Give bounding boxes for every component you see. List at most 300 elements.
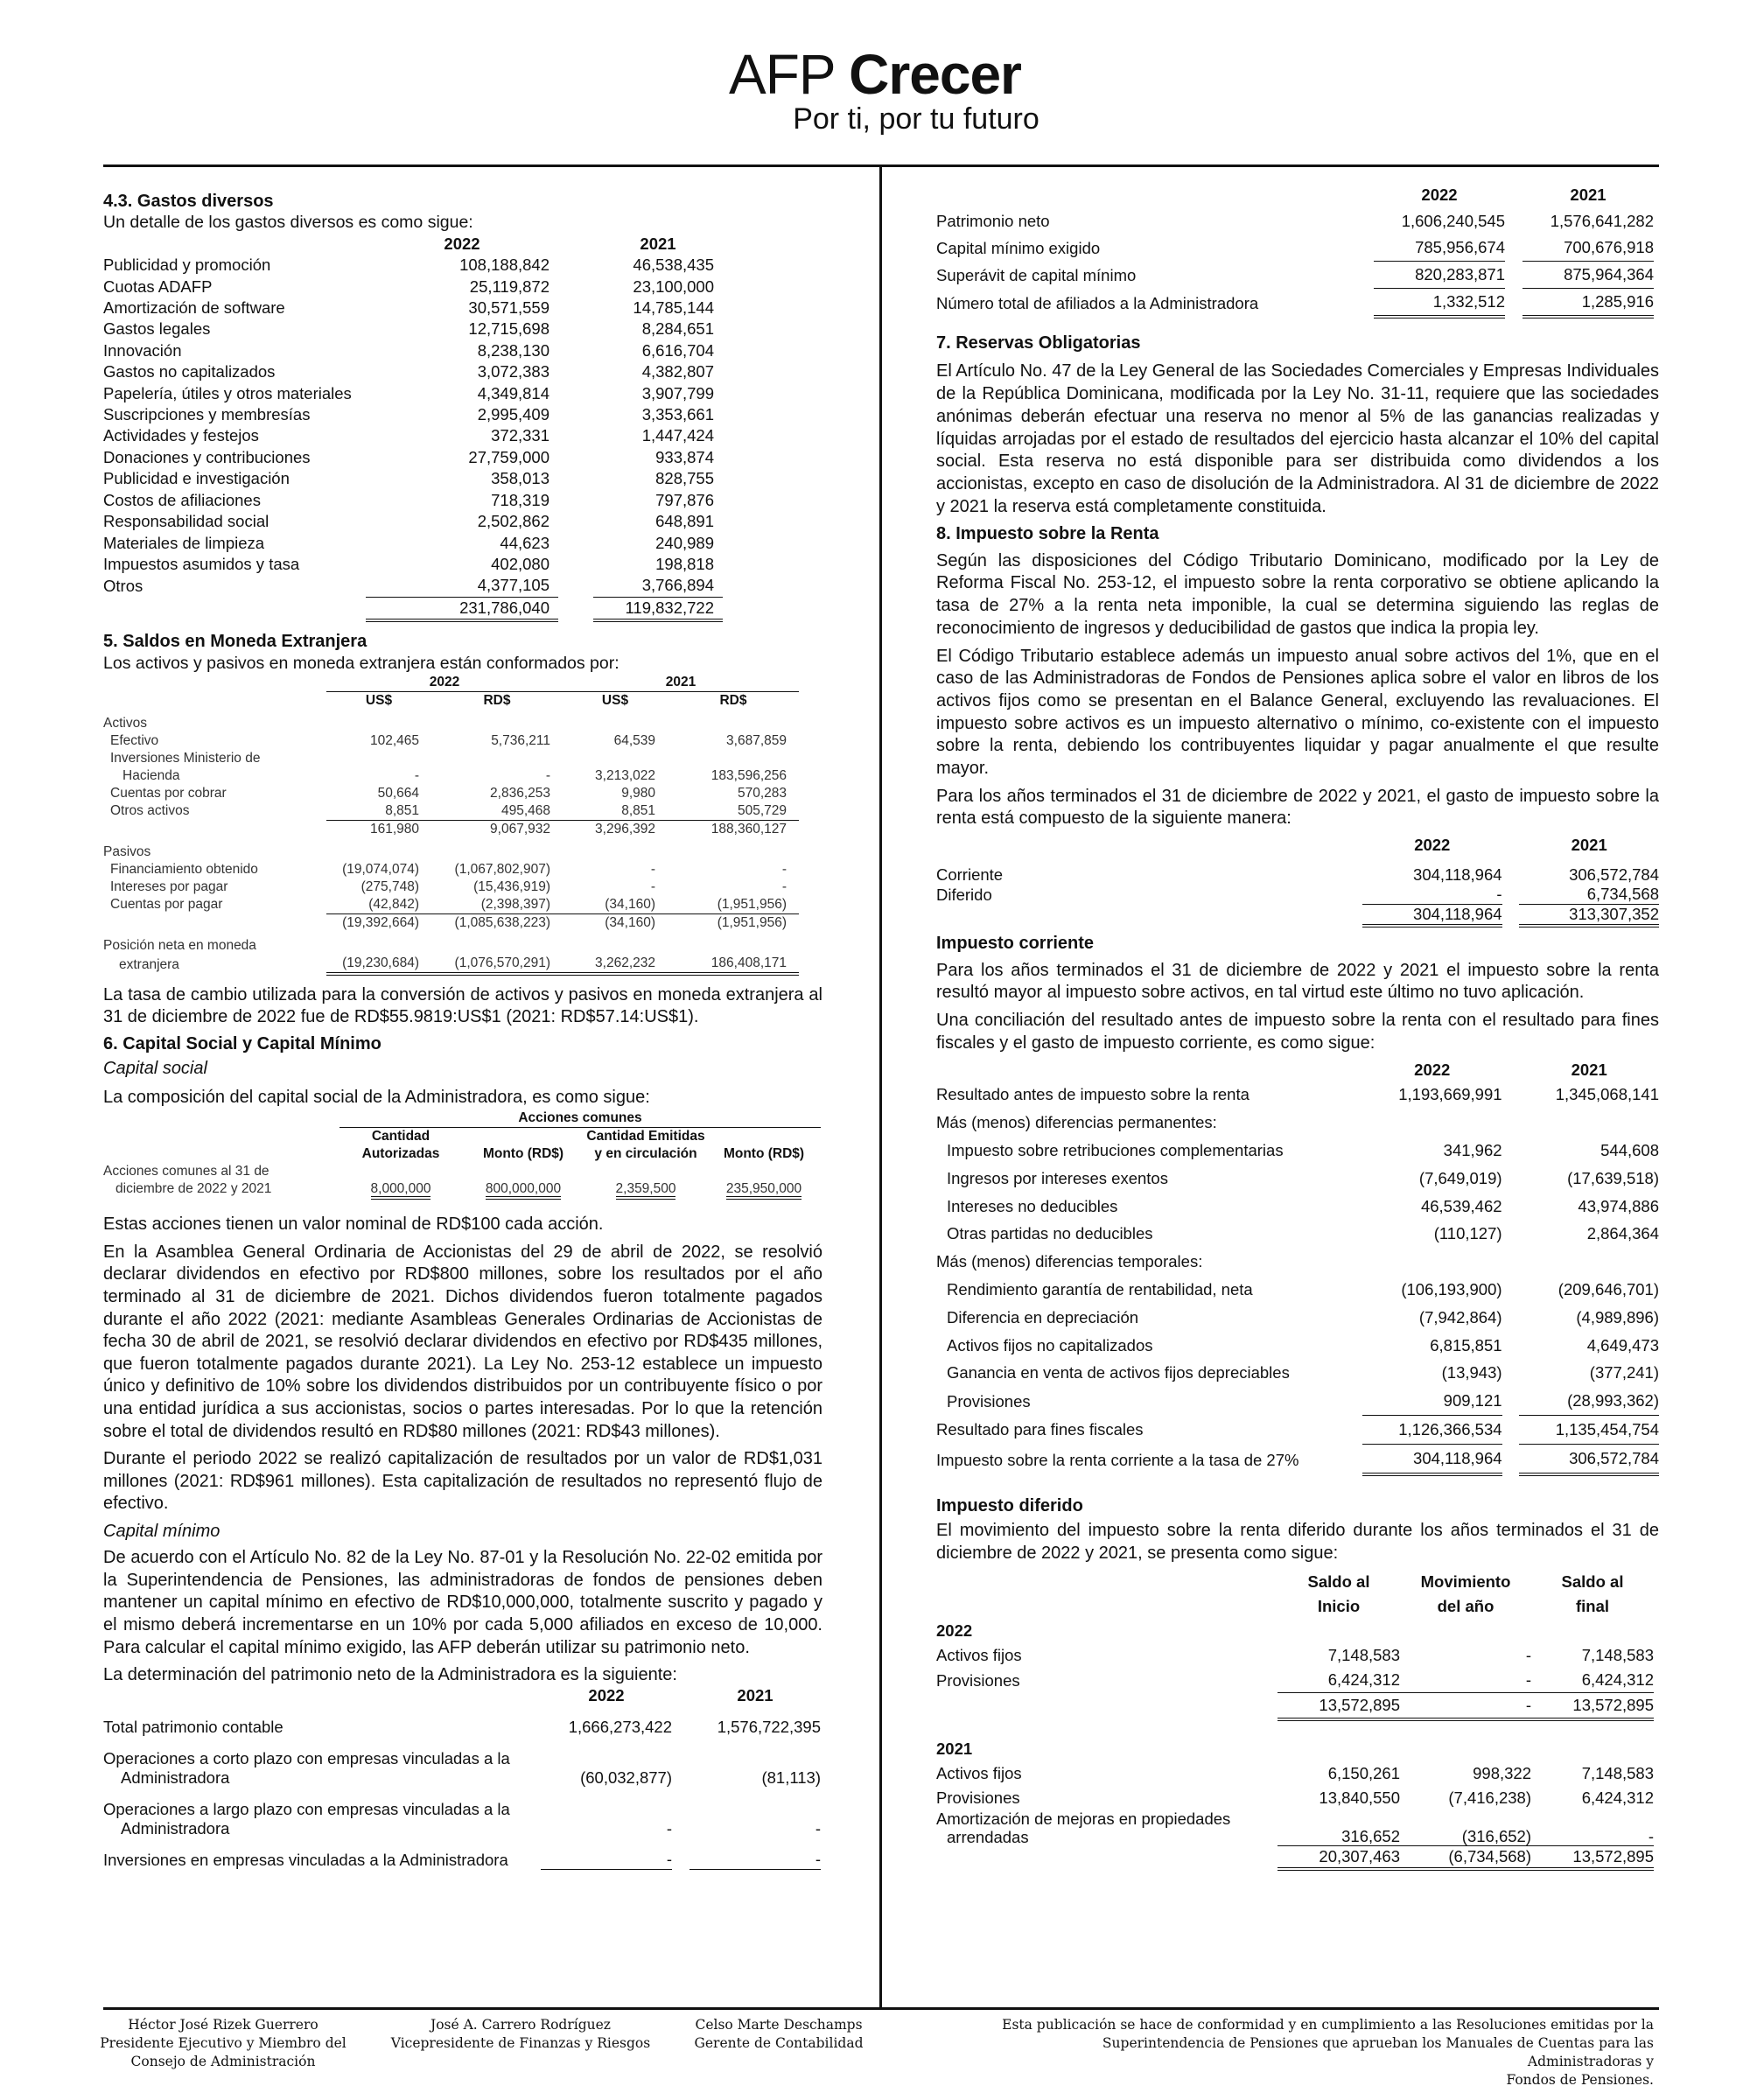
pat-value: - [666, 1818, 672, 1838]
conc-row-label: Ingresos por intereses exentos [947, 1168, 1168, 1187]
conc-row [936, 1137, 1659, 1165]
saldos-total: 161,980 [369, 821, 419, 836]
footer-note: Esta publicación se hace de conformidad y en cumplimiento a las Resoluciones emitidas por la Superintendencia de Pensiones que aprueban los Manuales de Cuentas para las Administradoras y Fondos de Pensiones. [1002, 2017, 1654, 2088]
impuesto-p2: El Código Tributario establece además un impuesto anual sobre activos del 1%, que en el caso de las Administradoras de Fondos de Pensiones aplica sobre el valor en libros de los activos fijos como se presentan en el Balance General, excluyendo las revaluaciones. El impuesto sobre activos es un impuesto alternativo o mínimo, co-existente con el impuesto sobre la renta, debiendo los contribuyentes liquidar y pagar anualmente el que resulte mayor. [936, 646, 1659, 779]
saldos-row [103, 750, 822, 767]
gastos-value: 358,013 [491, 469, 550, 488]
table-cell [723, 298, 822, 318]
gastos-value: 30,571,559 [468, 298, 550, 318]
capital-p3: Durante el periodo 2022 se realizó capitalización de resultados por un valor de RD$1,031 millones (2021: RD$961 millones). Esta capitalización de resultados no representó flujo de efectivo. [103, 1449, 822, 1514]
table-cell [558, 383, 593, 404]
dif-row [936, 1668, 1659, 1693]
table-cell [723, 425, 822, 446]
gastos-row-label: Responsabilidad social [103, 512, 270, 531]
gastos-value: 12,715,698 [468, 319, 550, 339]
conc-value: (28,993,362) [1519, 1387, 1659, 1415]
conc-row [936, 1387, 1659, 1415]
gastos-row-label: Innovación [103, 340, 182, 360]
table-cell [723, 575, 822, 597]
patrimonio-value: 785,956,674 [1374, 234, 1505, 262]
saldos-value: 8,851 [326, 802, 431, 821]
saldos-row [103, 802, 822, 821]
conc-value: (17,639,518) [1567, 1168, 1659, 1187]
table-cell [723, 361, 822, 382]
table-cell [723, 340, 822, 361]
gastos-value: 718,319 [491, 490, 550, 509]
table-cell [723, 554, 822, 575]
saldos-value: (42,842) [326, 896, 431, 914]
saldos-total: (1,076,570,291) [431, 955, 563, 974]
saldos-table [103, 674, 822, 976]
pat-value: - [541, 1838, 672, 1870]
table-cell [799, 955, 822, 974]
table-cell [558, 255, 593, 276]
gasto-year: 2022 [1414, 836, 1451, 855]
conc-row-label: Intereses no deducibles [947, 1196, 1118, 1215]
table-cell [1654, 234, 1659, 262]
table-cell [1502, 1220, 1520, 1248]
conc-value: 909,121 [1362, 1387, 1502, 1415]
table-cell [558, 318, 593, 340]
gasto-row [936, 865, 1659, 885]
left-column [103, 191, 822, 1870]
gastos-row-label: Donaciones y contribuciones [103, 447, 311, 466]
dif-value: 7,148,583 [1581, 1646, 1654, 1665]
conc-value: (106,193,900) [1401, 1279, 1502, 1298]
dif-value: 6,424,312 [1581, 1788, 1654, 1808]
conc-value: 1,193,669,991 [1398, 1085, 1502, 1104]
gastos-table [103, 212, 822, 622]
conc-row [936, 1332, 1659, 1360]
dif-total: 13,572,895 [1531, 1693, 1654, 1720]
gastos-row [103, 533, 822, 554]
gasto-row-label: Diferido [936, 885, 992, 904]
dif-value: 6,424,312 [1531, 1668, 1654, 1693]
dif-col-header: Movimiento del año [1420, 1572, 1511, 1616]
conc-year: 2021 [1571, 1060, 1607, 1080]
patrimonio-value: 700,676,918 [1522, 234, 1654, 262]
acciones-col: Monto (RD$) [723, 1146, 805, 1162]
table-cell [799, 896, 822, 914]
saldos-value: - [650, 861, 655, 877]
conc-row-label: Ganancia en venta de activos fijos depreciables [947, 1363, 1290, 1382]
table-cell [558, 425, 593, 446]
table-cell [799, 802, 822, 821]
patrimonio-value: 1,285,916 [1522, 289, 1654, 318]
dif-year-label: 2022 [936, 1621, 973, 1641]
conc-row-label: Activos fijos no capitalizados [947, 1335, 1153, 1354]
gastos-value: 14,785,144 [633, 298, 714, 318]
saldos-total: 3,296,392 [595, 821, 655, 836]
gastos-total: 119,832,722 [593, 597, 723, 620]
patrimonio-value: 1,576,641,282 [1550, 212, 1654, 230]
gastos-row [103, 276, 822, 298]
patrimonio-row-label: Patrimonio neto [936, 212, 1050, 230]
gastos-value: 2,995,409 [477, 405, 550, 424]
table-cell [558, 468, 593, 489]
saldos-total-row [103, 820, 822, 838]
saldos-value: 8,851 [563, 802, 668, 821]
dif-value: 998,322 [1473, 1764, 1531, 1783]
conciliacion-table [936, 1060, 1659, 1475]
capital-intro: La composición del capital social de la Administradora, es como sigue: [103, 1087, 650, 1107]
gastos-intro: Un detalle de los gastos diversos es como sigue: [103, 213, 473, 233]
conc-row [936, 1304, 1659, 1332]
conc-value: 306,572,784 [1519, 1444, 1659, 1474]
table-cell [1502, 1359, 1520, 1387]
gastos-value: 23,100,000 [633, 276, 714, 296]
table-cell [1502, 1304, 1520, 1332]
gasto-year: 2021 [1571, 836, 1607, 855]
dif-total: - [1400, 1693, 1531, 1720]
conc-row [936, 1220, 1659, 1248]
gastos-value: 44,623 [500, 533, 550, 552]
table-cell [558, 361, 593, 382]
saldos-value: 3,213,022 [595, 767, 655, 783]
conc-row-label: Diferencia en depreciación [947, 1307, 1139, 1326]
gastos-total: 231,786,040 [366, 597, 558, 620]
conc-value: (7,649,019) [1418, 1168, 1502, 1187]
gastos-value: 2,502,862 [477, 512, 550, 531]
capital-p4: De acuerdo con el Artículo No. 82 de la Ley No. 87-01 y la Resolución No. 22-02 emitida por la Superintendencia de Pensiones, las administradoras de fondos de pensiones deben mantener un capital mínimo en efectivo de RD$10,000,000, totalmente suscrito y pagado y el mismo deberá incrementarse en un 10% por cada 5,000 afiliados en exceso de 10,000. Para calcular el capital mínimo exigido, las AFP deberán utilizar su patrimonio neto. [103, 1548, 822, 1657]
table-cell [1502, 1193, 1520, 1221]
gastos-row-label: Cuotas ADAFP [103, 276, 213, 296]
saldos-total: (1,951,956) [717, 914, 787, 930]
acciones-value: 2,359,500 [616, 1181, 676, 1200]
dif-value: 13,840,550 [1319, 1788, 1400, 1808]
conc-row-label: Resultado para fines fiscales [936, 1420, 1144, 1439]
saldos-value: 64,539 [613, 732, 655, 748]
saldos-value: 2,836,253 [490, 785, 550, 801]
dif-row-label: Activos fijos [936, 1646, 1022, 1665]
gastos-value: 8,238,130 [477, 340, 550, 360]
saldos-row [103, 767, 822, 785]
perm-label: Más (menos) diferencias permanentes: [936, 1113, 1217, 1132]
pat-value: (81,113) [761, 1768, 821, 1787]
saldos-total: (34,160) [605, 914, 655, 930]
conc-value: 2,864,364 [1586, 1224, 1659, 1243]
patrimonio-row-label: Superávit de capital mínimo [936, 265, 1137, 284]
conc-value: 6,815,851 [1430, 1335, 1502, 1354]
dif-value: - [1400, 1668, 1531, 1693]
impuesto-corriente-title: Impuesto corriente [936, 934, 1095, 954]
dif-row [936, 1761, 1659, 1786]
conc-value: 341,962 [1443, 1140, 1502, 1159]
pat-row-label: Administradora [121, 1818, 230, 1838]
table-cell [1505, 262, 1522, 289]
table-cell [558, 511, 593, 532]
saldos-value: - [781, 861, 787, 877]
pat-value: - [815, 1818, 821, 1838]
saldos-row-label: Efectivo [110, 732, 159, 748]
saldos-year: 2021 [563, 674, 799, 692]
conc-row-label: Impuesto sobre la renta corriente a la tasa de 27% [936, 1450, 1299, 1469]
saldos-total: (19,230,684) [326, 955, 431, 974]
gastos-row [103, 318, 822, 340]
saldos-value: (275,748) [360, 878, 419, 894]
gastos-value: 797,876 [655, 490, 714, 509]
table-cell [799, 767, 822, 785]
table-cell [1502, 1387, 1520, 1415]
dif-value: 7,148,583 [1581, 1764, 1654, 1783]
signature-vp-finanzas: José A. Carrero Rodríguez Vicepresidente de Finanzas y Riesgos [390, 2017, 651, 2051]
dif-value: (7,416,238) [1448, 1788, 1531, 1808]
saldos-value: 505,729 [668, 802, 799, 821]
patrimonio-value: 820,283,871 [1374, 262, 1505, 289]
gastos-row [103, 554, 822, 575]
table-cell [723, 468, 822, 489]
gastos-value: 46,538,435 [633, 256, 714, 275]
gastos-row-label: Gastos legales [103, 319, 211, 339]
dif-total: 13,572,895 [1278, 1693, 1400, 1720]
gastos-value: 27,759,000 [468, 447, 550, 466]
dif-total: 20,307,463 [1278, 1846, 1400, 1870]
saldos-row-label: Intereses por pagar [110, 878, 228, 894]
gastos-row-label: Costos de afiliaciones [103, 490, 261, 509]
patrimonio-value: 1,332,512 [1374, 289, 1505, 318]
gasto-value: 304,118,964 [1413, 865, 1502, 885]
conc-row-label: Otras partidas no deducibles [947, 1224, 1153, 1243]
saldos-col: RD$ [719, 692, 747, 708]
saldos-year: 2022 [326, 674, 563, 692]
saldos-value: (1,951,956) [668, 896, 799, 914]
saldos-value [326, 750, 431, 767]
temp-label: Más (menos) diferencias temporales: [936, 1252, 1203, 1271]
table-cell [799, 820, 822, 838]
dif-value: - [1525, 1646, 1531, 1665]
saldos-row-label: Cuentas por cobrar [110, 785, 227, 801]
conc-row [936, 1193, 1659, 1221]
gastos-value: 372,331 [491, 426, 550, 445]
acciones-col: Cantidad Autorizadas [361, 1129, 440, 1162]
gastos-row-label: Materiales de limpieza [103, 533, 265, 552]
table-cell [723, 490, 822, 511]
table-cell [799, 785, 822, 802]
diferido-table [936, 1570, 1659, 1871]
saldos-total: (19,392,664) [342, 914, 419, 930]
capital-p5: La determinación del patrimonio neto de la Administradora es la siguiente: [103, 1665, 677, 1685]
patrimonio-year: 2021 [1570, 186, 1606, 204]
gastos-value: 3,072,383 [477, 362, 550, 382]
pat-row-label: Operaciones a largo plazo con empresas vinculadas a la [103, 1799, 510, 1818]
gastos-row [103, 511, 822, 532]
gastos-row [103, 575, 822, 597]
saldos-total: 186,408,171 [668, 955, 799, 974]
table-cell [558, 490, 593, 511]
table-cell [1502, 1137, 1520, 1165]
saldos-value: - [414, 767, 419, 783]
gastos-row-label: Publicidad e investigación [103, 469, 290, 488]
pat-value: (60,032,877) [580, 1768, 672, 1787]
acciones-col: Cantidad Emitidas y en circulación [586, 1129, 705, 1162]
dif-row [936, 1643, 1659, 1668]
table-cell [1505, 208, 1522, 234]
gastos-value: 8,284,651 [641, 319, 714, 339]
gasto-row [936, 885, 1659, 905]
pat-row-label: Inversiones en empresas vinculadas a la Administradora [103, 1850, 508, 1869]
conc-value: 1,135,454,754 [1519, 1415, 1659, 1444]
conc-row [936, 1276, 1659, 1304]
conc-value: 1,126,366,534 [1362, 1415, 1502, 1444]
gastos-value: 828,755 [655, 469, 714, 488]
saldos-title: 5. Saldos en Moneda Extranjera [103, 632, 368, 652]
pat-value: - [690, 1838, 821, 1870]
table-cell [558, 575, 593, 597]
gastos-row [103, 383, 822, 404]
saldos-value: 102,465 [369, 732, 419, 748]
dif-row-label: Amortización de mejoras en propiedades [936, 1810, 1231, 1829]
table-cell [558, 298, 593, 318]
gastos-row-label: Impuestos asumidos y tasa [103, 554, 300, 573]
table-cell [558, 554, 593, 575]
logo-tagline: Por ti, por tu futuro [793, 102, 1040, 136]
gasto-total: 313,307,352 [1519, 905, 1659, 927]
acciones-col: Monto (RD$) [482, 1146, 564, 1162]
dif-value: 316,652 [1278, 1828, 1400, 1846]
gastos-value: 648,891 [655, 512, 714, 531]
saldos-value [431, 750, 563, 767]
saldos-row-label: Otros activos [110, 803, 190, 819]
impuesto-p5: Una conciliación del resultado antes de impuesto sobre la renta con el resultado para fines fiscales y el gasto de impuesto corriente, es como sigue: [936, 1010, 1659, 1053]
impuesto-title: 8. Impuesto sobre la Renta [936, 524, 1159, 544]
pasivos-label: Pasivos [103, 844, 151, 859]
table-cell [1654, 1643, 1659, 1668]
saldos-total-row [103, 914, 822, 932]
tasa-cambio: La tasa de cambio utilizada para la conversión de activos y pasivos en moneda extranjera al 31 de diciembre de 2022 fue de RD$55.9819:US$1 (2021: RD$57.14:US$1). [103, 984, 822, 1026]
table-cell [1654, 208, 1659, 234]
column-divider [879, 166, 882, 2007]
patrimonio-row [936, 262, 1659, 289]
acciones-row-label: diciembre de 2022 y 2021 [116, 1181, 272, 1197]
table-cell [799, 914, 822, 932]
gastos-row [103, 361, 822, 382]
conc-value: (377,241) [1589, 1363, 1659, 1382]
gasto-value: 6,734,568 [1519, 885, 1659, 905]
table-cell [723, 447, 822, 468]
table-cell [1502, 1276, 1520, 1304]
gasto-total: 304,118,964 [1362, 905, 1502, 927]
gastos-title: 4.3. Gastos diversos [103, 192, 274, 211]
reservas-title: 7. Reservas Obligatorias [936, 333, 1141, 353]
impuesto-p6: El movimiento del impuesto sobre la renta diferido durante los años terminados el 31 de diciembre de 2022 y 2021, se presenta como sigue: [936, 1520, 1659, 1563]
saldos-value: (1,067,802,907) [454, 861, 550, 877]
saldos-row-label: Hacienda [122, 767, 180, 783]
gastos-value: 3,907,799 [641, 383, 714, 402]
gastos-value: 3,353,661 [641, 405, 714, 424]
saldos-value: - [650, 878, 655, 894]
patrimonio-table [936, 182, 1659, 318]
saldos-value: (2,398,397) [431, 896, 563, 914]
gasto-value: - [1362, 885, 1502, 905]
saldos-value: 50,664 [377, 785, 419, 801]
gastos-row-label: Suscripciones y membresías [103, 405, 311, 424]
table-cell [723, 511, 822, 532]
gastos-row [103, 425, 822, 446]
pat-value: 1,576,722,395 [717, 1717, 821, 1736]
saldos-value: 5,736,211 [491, 732, 550, 748]
gastos-value: 933,874 [655, 447, 714, 466]
dif-row-label: Provisiones [936, 1788, 1020, 1808]
patrimonio-year: 2022 [1421, 186, 1458, 204]
posicion-label: Posición neta en moneda [103, 937, 256, 953]
table-cell [723, 276, 822, 298]
gastos-row [103, 447, 822, 468]
saldos-value: - [781, 878, 787, 894]
conc-row-label: Impuesto sobre retribuciones complementarias [947, 1140, 1284, 1159]
saldos-col: RD$ [483, 692, 511, 708]
capital-p2: En la Asamblea General Ordinaria de Accionistas del 29 de abril de 2022, se resolvió declarar dividendos en efectivo por RD$800 millones, sobre los resultados por el año terminado al 31 de diciembre de 2021. Dichos dividendos fueron totalmente pagados durante el año 2022 (2021: mediante Asambleas Generales Ordinarias de Accionistas de fecha 30 de abril de 2021, se resolvió declarar dividendos en efectivo por RD$435 millones, que fueron totalmente pagados durante 2021). La Ley No. 253-12 establece un impuesto único y definitivo de 10% sobre los dividendos distribuidos por un contribuyente físico o por una entidad jurídica a sus accionistas, socios o partes interesadas. Por lo que la retención sobre el total de dividendos resultó en RD$80 millones (2021: RD$43 millones). [103, 1242, 822, 1441]
conc-value: 43,974,886 [1578, 1196, 1659, 1215]
dif-row [936, 1786, 1659, 1810]
saldos-value: (15,436,919) [473, 878, 550, 894]
gasto-impuesto-table [936, 836, 1659, 928]
activos-label: Activos [103, 715, 147, 731]
dif-row-label: Provisiones [936, 1670, 1020, 1690]
gastos-value: 1,447,424 [641, 426, 714, 445]
gastos-row-label: Amortización de software [103, 298, 285, 318]
dif-total: 13,572,895 [1531, 1846, 1654, 1870]
table-cell [1654, 289, 1659, 318]
dif-value: 6,150,261 [1327, 1764, 1400, 1783]
conc-value: 304,118,964 [1362, 1444, 1502, 1474]
saldos-row [103, 896, 822, 914]
gastos-value: 4,377,105 [366, 575, 558, 597]
saldos-total: 3,262,232 [563, 955, 668, 974]
patrimonio-row [936, 289, 1659, 318]
gastos-row [103, 404, 822, 425]
saldos-value: 570,283 [737, 785, 787, 801]
saldos-value: - [545, 767, 550, 783]
patrimonio-value: 1,606,240,545 [1401, 212, 1505, 230]
saldos-value: 183,596,256 [710, 767, 787, 783]
dif-year-label: 2021 [936, 1740, 973, 1759]
table-cell [1654, 1786, 1659, 1810]
saldos-row-label: Cuentas por pagar [110, 897, 223, 913]
conc-value: 544,608 [1600, 1140, 1659, 1159]
saldos-row [103, 878, 822, 896]
acciones-table [103, 1110, 822, 1198]
pat-year: 2021 [737, 1685, 774, 1704]
saldos-total: 188,360,127 [710, 821, 787, 836]
table-cell [1502, 885, 1520, 905]
conc-value: 1,345,068,141 [1555, 1085, 1659, 1104]
conc-row-label: Rendimiento garantía de rentabilidad, neta [947, 1279, 1253, 1298]
conc-row [936, 1359, 1659, 1387]
impuesto-diferido-title: Impuesto diferido [936, 1495, 1083, 1516]
gastos-row-label: Papelería, útiles y otros materiales [103, 383, 352, 402]
dif-total: (6,734,568) [1400, 1846, 1531, 1870]
gastos-value: 6,616,704 [641, 340, 714, 360]
conc-value: 4,649,473 [1586, 1335, 1659, 1354]
saldos-col: US$ [365, 692, 393, 708]
gasto-row-label: Corriente [936, 865, 1004, 885]
saldos-row-label: Financiamiento obtenido [110, 861, 258, 877]
patrimonio-row [936, 208, 1659, 234]
table-cell [1502, 865, 1520, 885]
acciones-comunes-header: Acciones comunes [340, 1110, 821, 1128]
table-cell [1654, 262, 1659, 289]
patrimonio-row [936, 234, 1659, 262]
gastos-row-label: Actividades y festejos [103, 426, 259, 445]
saldos-value: 9,980 [621, 785, 655, 801]
dif-row-label: arrendadas [947, 1827, 1029, 1846]
dif-col-header: Saldo al final [1561, 1572, 1624, 1616]
dif-value: 7,148,583 [1327, 1646, 1400, 1665]
table-cell [558, 404, 593, 425]
table-cell [799, 878, 822, 896]
table-cell [799, 861, 822, 878]
table-cell [723, 404, 822, 425]
